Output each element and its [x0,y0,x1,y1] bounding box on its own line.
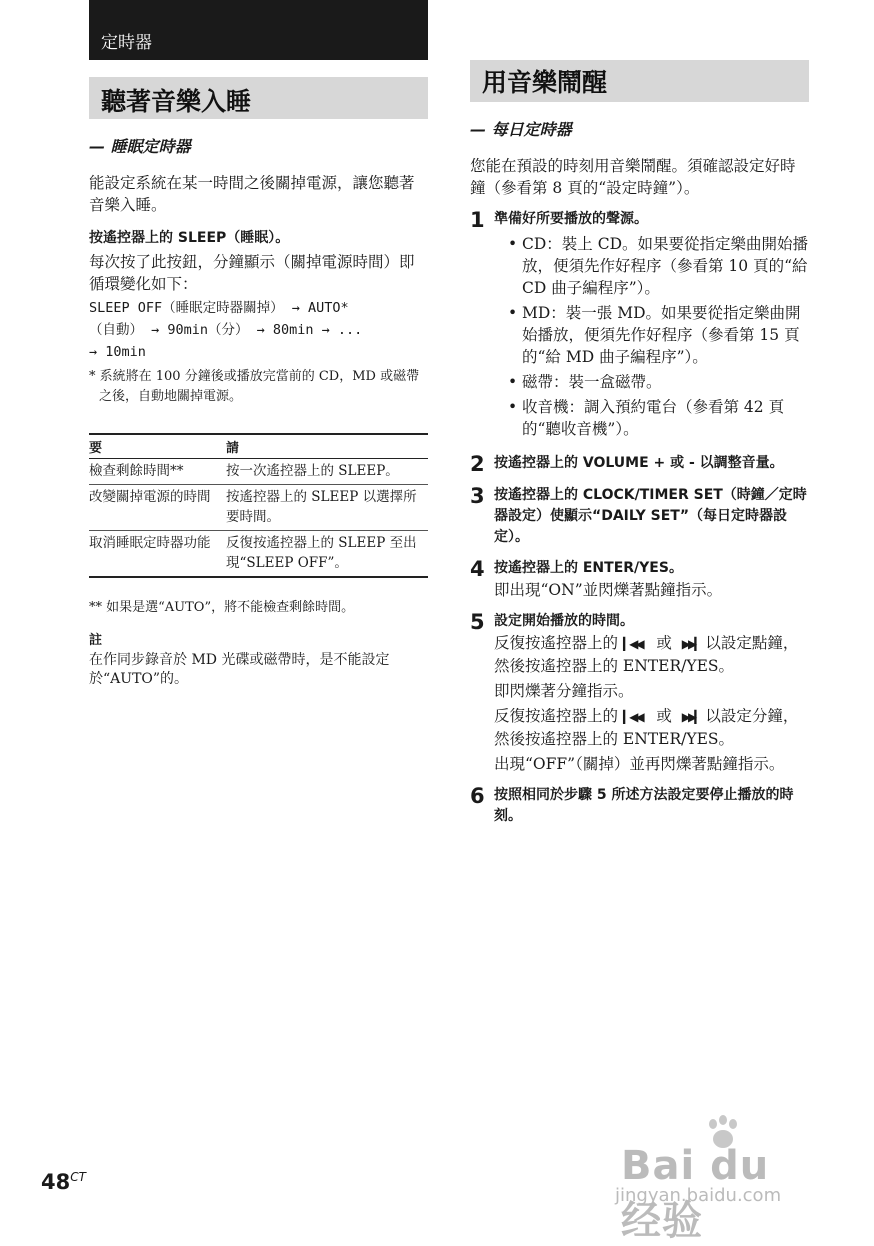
next-track-icon: ▶▶▎ [681,637,701,651]
section-title-sleep [89,77,428,119]
note-heading: 註 [89,633,103,648]
cycle-line-3: → 10min [89,344,146,360]
right-subtitle: — 每日定時器 [470,120,572,139]
chapter-tab-label: 定時器 [101,33,152,53]
page-number-value: 48 [41,1170,71,1194]
step-5-text: 反復按遙控器上的 [494,634,619,652]
watermark-brand: Bai du 经验 [621,1143,770,1244]
previous-track-icon: ▎◀◀ [622,710,642,724]
table-header-cell: 要 [89,434,226,459]
cycle-intro: 每次按了此按鈕，分鐘顯示（關掉電源時間）即循環變化如下： [89,253,415,293]
chapter-tab [89,0,428,60]
cycle-line-1: SLEEP OFF（睡眠定時器關掉） → AUTO* [89,300,349,316]
cycle-line-2: （自動） → 90min（分） → 80min → ... [89,322,363,338]
table-row [89,531,428,578]
step-3 [470,485,809,548]
watermark-url: jingyan.baidu.com [615,1185,782,1206]
note-text: 在作同步錄音於 MD 光碟或磁帶時，是不能設定於“AUTO”的。 [89,652,390,687]
step-4 [470,558,809,601]
step-title: 按照相同於步驟 5 所述方法設定要停止播放的時刻。 [494,787,794,824]
footnote-remaining: ** 如果是選“AUTO”，將不能檢查剩餘時間。 [89,600,355,615]
step-5-off-text: 出現“OFF”（關掉）並再閃爍著點鐘指示。 [494,755,785,773]
left-column [89,172,428,689]
step-number: 4 [470,557,485,581]
list-item: • 磁帶：裝一盒磁帶。 [508,371,809,393]
step-number: 3 [470,484,485,508]
list-item: • CD：裝上 CD。如果要從指定樂曲開始播放，便須先作好程序（參看第 10 頁的“給 CD 曲子編程序”）。 [508,233,809,299]
next-track-icon: ▶▶▎ [681,710,701,724]
step-5 [470,611,809,775]
step-5-text: 以設定點鐘，然後按遙控器上的 ENTER/YES。 [494,634,799,675]
step-number: 6 [470,784,485,808]
section-title-wake [470,60,809,102]
step-1 [470,209,809,443]
table-cell: 按遙控器上的 SLEEP 以選擇所要時間。 [226,485,428,531]
table-row [89,485,428,531]
list-item: • 收音機：調入預約電台（參看第 42 頁的“聽收音機”）。 [508,396,809,440]
table-header-cell: 請 [226,434,428,459]
step-number: 5 [470,610,485,634]
step-5-text: 反復按遙控器上的 [494,707,619,725]
right-intro: 您能在預設的時刻用音樂鬧醒。須確認設定好時鐘（參看第 8 頁的“設定時鐘”）。 [470,157,796,197]
step-5-text: 以設定分鐘，然後按遙控器上的 ENTER/YES。 [494,707,799,748]
left-subtitle: — 睡眠定時器 [89,137,191,156]
sleep-instruction: 按遙控器上的 SLEEP（睡眠）。 [89,230,290,246]
left-title: 聽著音樂入睡 [101,87,252,116]
or-text: 或 [656,634,672,652]
table-cell: 按一次遙控器上的 SLEEP。 [226,459,428,485]
list-item: • MD：裝一張 MD。如果要從指定樂曲開始播放，便須先作好程序（參看第 15 頁的“給 MD 曲子編程序”）。 [508,302,809,368]
step-5-minute-text [494,705,809,750]
step-6 [470,785,809,827]
source-list [494,233,809,440]
right-column [470,155,809,827]
step-2 [470,453,809,475]
step-title: 設定開始播放的時間。 [494,613,634,629]
watermark [615,1115,825,1244]
right-title: 用音樂鬧醒 [482,68,608,97]
table-cell: 檢查剩餘時間** [89,459,226,485]
table-cell: 反復按遙控器上的 SLEEP 至出現“SLEEP OFF”。 [226,531,428,578]
page-suffix: CT [70,1170,86,1184]
table-header-row [89,434,428,459]
step-title: 按遙控器上的 CLOCK/TIMER SET（時鐘／定時器設定）使顯示“DAILY SET”（每日定時器設定）。 [494,487,807,545]
page-number [41,1170,86,1194]
step-title: 按遙控器上的 VOLUME + 或 - 以調整音量。 [494,455,784,471]
step-title: 準備好所要播放的聲源。 [494,211,648,227]
step-4-text: 即出現“ON”並閃爍著點鐘指示。 [494,581,723,599]
step-5-flash-text: 即閃爍著分鐘指示。 [494,682,634,700]
step-5-hour-text [494,632,809,677]
step-number: 1 [470,208,485,232]
left-intro: 能設定系統在某一時間之後關掉電源，讓您聽著音樂入睡。 [89,174,415,214]
table-cell: 取消睡眠定時器功能 [89,531,226,578]
step-number: 2 [470,452,485,476]
sleep-table [89,433,428,578]
step-title: 按遙控器上的 ENTER/YES。 [494,560,683,576]
previous-track-icon: ▎◀◀ [622,637,642,651]
table-cell: 改變關掉電源的時間 [89,485,226,531]
footnote-auto: * 系統將在 100 分鐘後或播放完當前的 CD，MD 或磁帶之後，自動地關掉電源。 [89,369,420,404]
or-text: 或 [656,707,672,725]
table-row [89,459,428,485]
